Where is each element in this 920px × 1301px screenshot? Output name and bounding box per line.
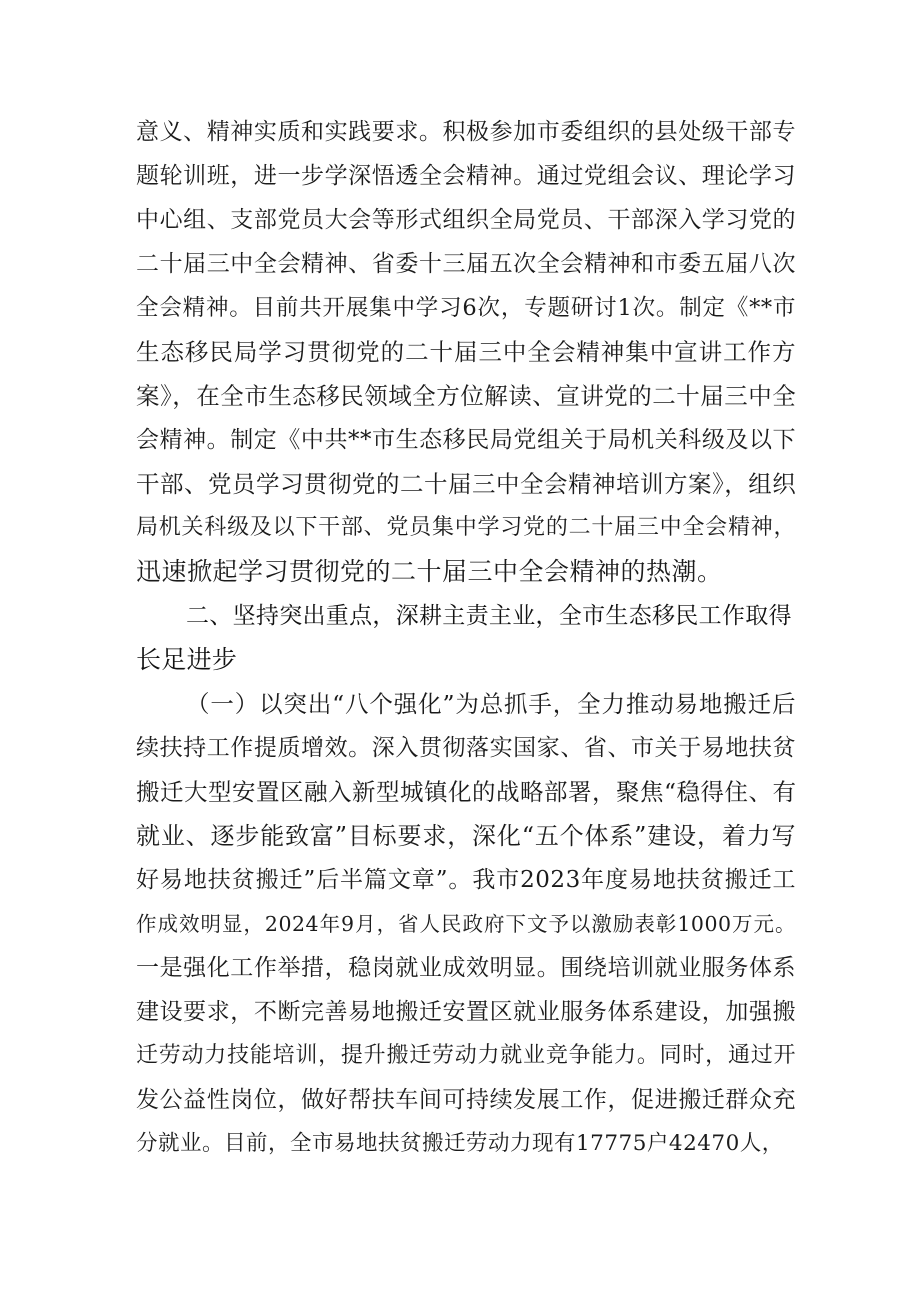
section-heading-line-2: 长足进步: [136, 645, 238, 674]
paragraph1-line-7: 案》，在全市生态移民领域全方位解读、宣讲党的二十届三中全: [136, 382, 797, 410]
paragraph2-line-11: 分就业。目前，全市易地扶贫搬迁劳动力现有17775户42470人，: [136, 1131, 784, 1156]
paragraph1-line-3: 中心组、支部党员大会等形式组织全局党员、干部深入学习党的: [136, 207, 796, 233]
paragraph1-line-2: 题轮训班，进一步学深悟透全会精神。通过党组会议、理论学习: [136, 163, 796, 189]
paragraph2-line-9: 迁劳动力技能培训，提升搬迁劳动力就业竞争能力。同时，通过开: [136, 1043, 796, 1068]
paragraph2-line-4: 就业、逐步能致富”目标要求，深化“五个体系”建设，着力写: [136, 822, 796, 850]
paragraph2-line-1: （一）以突出“八个强化”为总抓手，全力推动易地搬迁后: [186, 690, 796, 718]
paragraph1-line-8: 会精神。制定《中共**市生态移民局党组关于局机关科级及以下: [136, 427, 796, 453]
paragraph1-line-6: 生态移民局学习贯彻党的二十届三中全会精神集中宣讲工作方: [136, 338, 796, 366]
paragraph2-line-6: 作成效明显，2024年9月，省人民政府下文予以激励表彰1000万元。: [136, 912, 796, 936]
section-heading-line-1: 二、坚持突出重点，深耕主责主业，全市生态移民工作取得: [186, 603, 792, 629]
paragraph1-line-11: 迅速掀起学习贯彻党的二十届三中全会精神的热潮。: [136, 557, 723, 586]
paragraph2-line-3: 搬迁大型安置区融入新型城镇化的战略部署，聚焦“稳得住、有: [136, 778, 797, 806]
paragraph1-line-5: 全会精神。目前共开展集中学习6次，专题研讨1次。制定《**市: [136, 295, 796, 321]
paragraph2-line-10: 发公益性岗位，做好帮扶车间可持续发展工作，促进搬迁群众充: [136, 1087, 796, 1113]
paragraph2-line-7: 一是强化工作举措，稳岗就业成效明显。围绕培训就业服务体系: [136, 955, 796, 981]
paragraph1-line-4: 二十届三中全会精神、省委十三届五次全会精神和市委五届八次: [136, 251, 796, 277]
paragraph2-line-8: 建设要求，不断完善易地搬迁安置区就业服务体系建设，加强搬: [136, 999, 796, 1025]
paragraph1-line-1: 意义、精神实质和实践要求。积极参加市委组织的县处级干部专: [136, 119, 796, 145]
paragraph1-line-10: 局机关科级及以下干部、党员集中学习党的二十届三中全会精神，: [136, 515, 796, 540]
paragraph2-line-2: 续扶持工作提质增效。深入贯彻落实国家、省、市关于易地扶贫: [136, 735, 796, 761]
paragraph2-line-5: 好易地扶贫搬迁”后半篇文章”。我市2023年度易地扶贫搬迁工: [136, 867, 796, 893]
paragraph1-line-9: 干部、党员学习贯彻党的二十届三中全会精神培训方案》，组织: [136, 470, 797, 498]
